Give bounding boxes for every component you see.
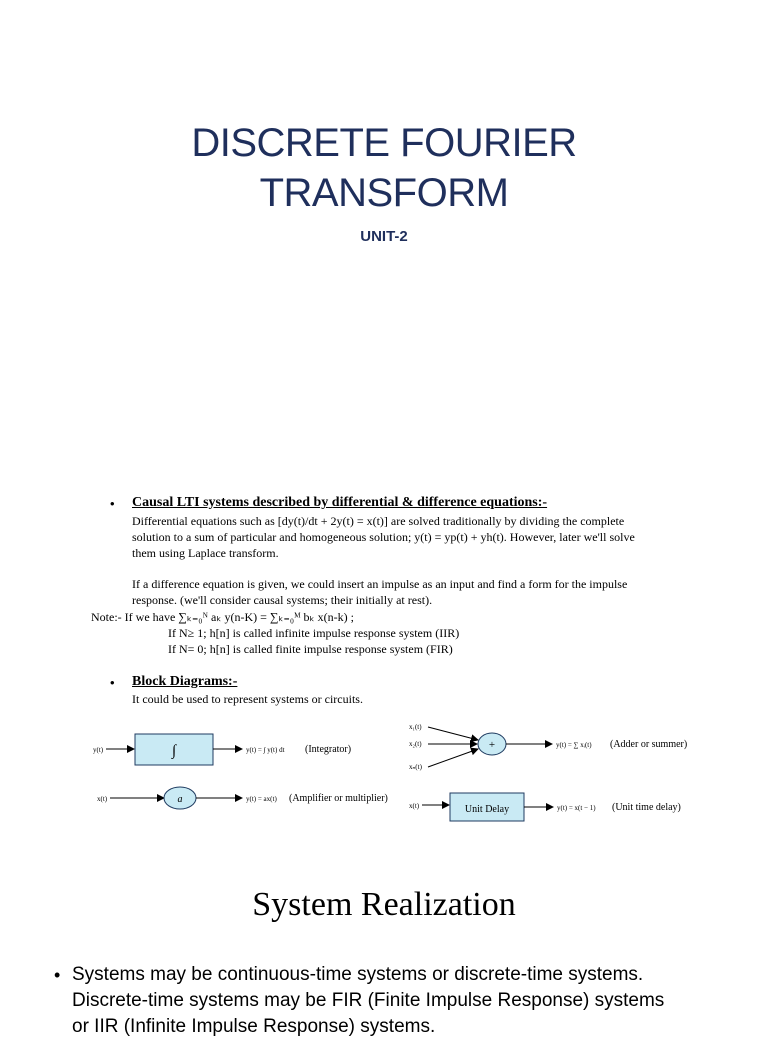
amplifier-diagram [97, 787, 388, 809]
unit-delay-symbol: Unit Delay [464, 804, 510, 815]
integrator-input-label: y(t) [93, 746, 104, 754]
bullet-line: Discrete-time systems may be FIR (Finite Impulse Response) systems [72, 990, 665, 1011]
adder-input-2-label: x₂(t) [409, 740, 422, 748]
amplifier-symbol: a [177, 794, 183, 805]
bullet-dot: • [54, 965, 61, 985]
paragraph-line: them using Laplace transform. [132, 546, 279, 560]
paragraph-line: Differential equations such as [dy(t)/dt + 2y(t) = x(t)] are solved traditionally by dividing the complete [132, 514, 625, 528]
amplifier-caption: (Amplifier or multiplier) [289, 793, 388, 804]
delay-input-label: x(t) [409, 802, 420, 810]
paragraph-line: It could be used to represent systems or circuits. [132, 692, 363, 706]
title-line-1: DISCRETE FOURIER [191, 121, 577, 165]
amplifier-input-label: x(t) [97, 795, 108, 803]
title-slide [0, 0, 768, 480]
delay-caption: (Unit time delay) [612, 802, 681, 813]
block-diagram-figure [0, 715, 768, 825]
bullet-dot: • [110, 675, 115, 690]
system-realization-bullets [54, 962, 752, 1040]
bullet-line: or IIR (Infinite Impulse Response) systems. [72, 1016, 436, 1037]
unit-delay-diagram [409, 793, 681, 821]
paragraph-line: response. (we'll consider causal systems; their initially at rest). [132, 593, 433, 607]
adder-input-3-label: xₙ(t) [409, 763, 422, 771]
bullet-line: Systems may be continuous-time systems or discrete-time systems. [72, 964, 644, 985]
adder-input-1-label: x₁(t) [409, 723, 422, 731]
adder-caption: (Adder or summer) [610, 739, 688, 750]
integral-symbol: ∫ [171, 743, 177, 759]
system-realization-title: System Realization [252, 886, 516, 923]
title-line-2: TRANSFORM [259, 171, 509, 215]
adder-output-label: y(t) = ∑ xᵢ(t) [556, 741, 592, 749]
integrator-diagram [93, 734, 351, 765]
bullet-text [62, 962, 752, 1040]
integrator-caption: (Integrator) [305, 744, 352, 755]
adder-diagram [409, 723, 687, 771]
paragraph-line: If a difference equation is given, we could insert an impulse as an input and find a form for the impulse [132, 577, 628, 591]
integrator-output-label: y(t) = ∫ y(t) dt [246, 746, 285, 754]
amplifier-output-label: y(t) = ax(t) [246, 795, 277, 803]
paragraph-line: solution to a sum of particular and homogeneous solution; y(t) = yp(t) + yh(t). However, later we'll solve [132, 530, 635, 544]
delay-output-label: y(t) = x(t − 1) [557, 804, 596, 812]
iir-definition: If N≥ 1; h[n] is called infinite impulse response system (IIR) [168, 626, 460, 640]
slide-title [0, 118, 768, 218]
block-diagrams [0, 715, 768, 825]
bullet-dot: • [110, 496, 115, 511]
section-heading-causal-lti: Causal LTI systems described by differential & difference equations:- [132, 495, 548, 510]
slide-subtitle: UNIT-2 [360, 228, 408, 245]
note-equation: Note:- If we have ∑ₖ₌₀ᴺ aₖ y(n-K) = ∑ₖ₌₀ᴹ bₖ x(n-k) ; [91, 610, 354, 624]
adder-symbol: + [488, 739, 496, 751]
section-heading-block-diagrams: Block Diagrams:- [132, 674, 238, 689]
fir-definition: If N= 0; h[n] is called finite impulse response system (FIR) [168, 642, 453, 656]
